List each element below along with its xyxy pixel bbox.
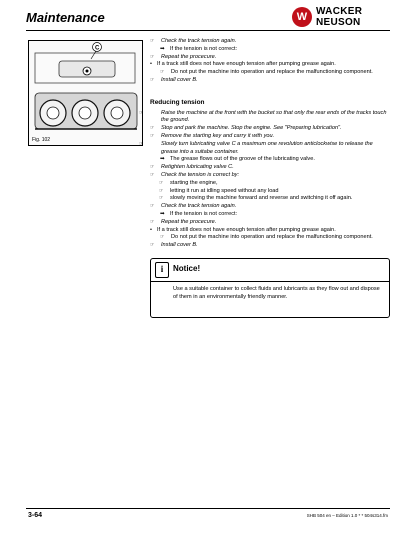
list-item: ☞ Check the track tension again. xyxy=(150,203,237,210)
hand-icon: ☞ xyxy=(150,164,155,171)
bullet-icon: • xyxy=(150,226,152,233)
list-item: ☞ Check the tension is correct by: xyxy=(150,171,240,178)
page-number: 3-64 xyxy=(28,512,43,519)
list-item: ☞ letting it run at idling speed without any load xyxy=(159,187,279,194)
list-item: ☞ Install cover B. xyxy=(150,76,198,83)
hand-icon: ☞ xyxy=(160,234,165,241)
list-item: ☞ slowly moving the machine forward and reverse and switching it off again. xyxy=(159,195,353,202)
list-item: ☞ starting the engine, xyxy=(159,179,218,186)
list-item: ☞ Repeat the procecure. xyxy=(150,218,217,225)
arrow-icon: ➡ xyxy=(160,45,165,52)
hand-icon: ☞ xyxy=(150,171,155,178)
hand-icon: ☞ xyxy=(150,218,155,225)
list-item: ☞ Stop and park the machine. Stop the engine. See "Preparing lubrication". xyxy=(150,125,342,132)
figure-caption: Fig. 102 xyxy=(32,137,51,143)
notice-box xyxy=(150,258,390,318)
document-reference: SHB 504 en – Edition 1.0 * * 504s314.fm xyxy=(306,513,388,518)
info-icon: i xyxy=(155,262,169,278)
section-title: Reducing tension xyxy=(150,98,205,106)
list-item: ☞ Raise the machine at the front with the bucket so that only the rear ends of the tracks touch the ground. xyxy=(139,109,387,124)
bullet-icon: • xyxy=(150,61,152,68)
hand-icon: ☞ xyxy=(160,69,165,76)
hand-icon: ☞ xyxy=(139,140,144,147)
section-heading: Maintenance xyxy=(26,10,105,25)
hand-icon: ☞ xyxy=(150,132,155,139)
hand-icon: ☞ xyxy=(150,38,155,44)
list-item: • If a track still does not have enough tension after pumping grease again. xyxy=(150,226,336,233)
notice-text: Use a suitable container to collect fluids and lubricants as they flow out and dispose of them in an environmentally friendly manner. xyxy=(173,285,380,300)
hand-icon: ☞ xyxy=(139,109,144,116)
brand-name: WACKER NEUSON xyxy=(316,6,363,28)
logo-mark-icon: W xyxy=(292,7,312,27)
arrow-icon: ➡ xyxy=(160,210,165,217)
figure-track-tensioner xyxy=(28,40,143,146)
list-item: ☞ Install cover B. xyxy=(150,242,198,249)
list-item: ☞ Do not put the machine into operation and replace the malfunctioning component. xyxy=(160,234,373,241)
hand-icon: ☞ xyxy=(150,125,155,132)
hand-icon: ☞ xyxy=(150,242,155,249)
footer-divider xyxy=(26,508,390,509)
list-item: ☞ Remove the starting key and carry it with you. xyxy=(150,132,275,139)
hand-icon: ☞ xyxy=(159,179,164,186)
list-item: ➡ If the tension is not correct: xyxy=(160,45,238,52)
hand-icon: ☞ xyxy=(150,76,155,83)
hand-icon: ☞ xyxy=(150,53,155,60)
notice-title: Notice! xyxy=(173,263,201,273)
list-item: ☞ Check the track tension again. xyxy=(150,38,237,44)
list-item: ➡ If the tension is not correct: xyxy=(160,210,238,217)
hand-icon: ☞ xyxy=(159,195,164,202)
track-tensioner-illustration xyxy=(29,41,142,145)
list-item: ☞ Retighten lubricating valve C. xyxy=(150,164,234,171)
hand-icon: ☞ xyxy=(150,203,155,210)
list-item: ☞ Do not put the machine into operation and replace the malfunctioning component. xyxy=(160,69,373,76)
steps-list xyxy=(139,109,390,250)
instructions xyxy=(139,38,390,318)
header-divider xyxy=(26,30,390,31)
brand-logo xyxy=(292,6,392,30)
list-item: ➡ The grease flows out of the groove of the lubricating valve. xyxy=(160,156,315,163)
hand-icon: ☞ xyxy=(159,187,164,194)
notice-header xyxy=(151,259,389,282)
list-item: ☞ Repeat the procecure. xyxy=(150,53,217,60)
list-item: • If a track still does not have enough tension after pumping grease again. xyxy=(150,61,336,68)
callout-label: C xyxy=(95,45,100,52)
arrow-icon: ➡ xyxy=(160,156,165,163)
top-steps-list xyxy=(150,38,390,85)
list-item: ☞ Slowly turn lubricating valve C a maximum one revolution anticlockwise to release the grease into a suitabe container. xyxy=(139,140,373,155)
